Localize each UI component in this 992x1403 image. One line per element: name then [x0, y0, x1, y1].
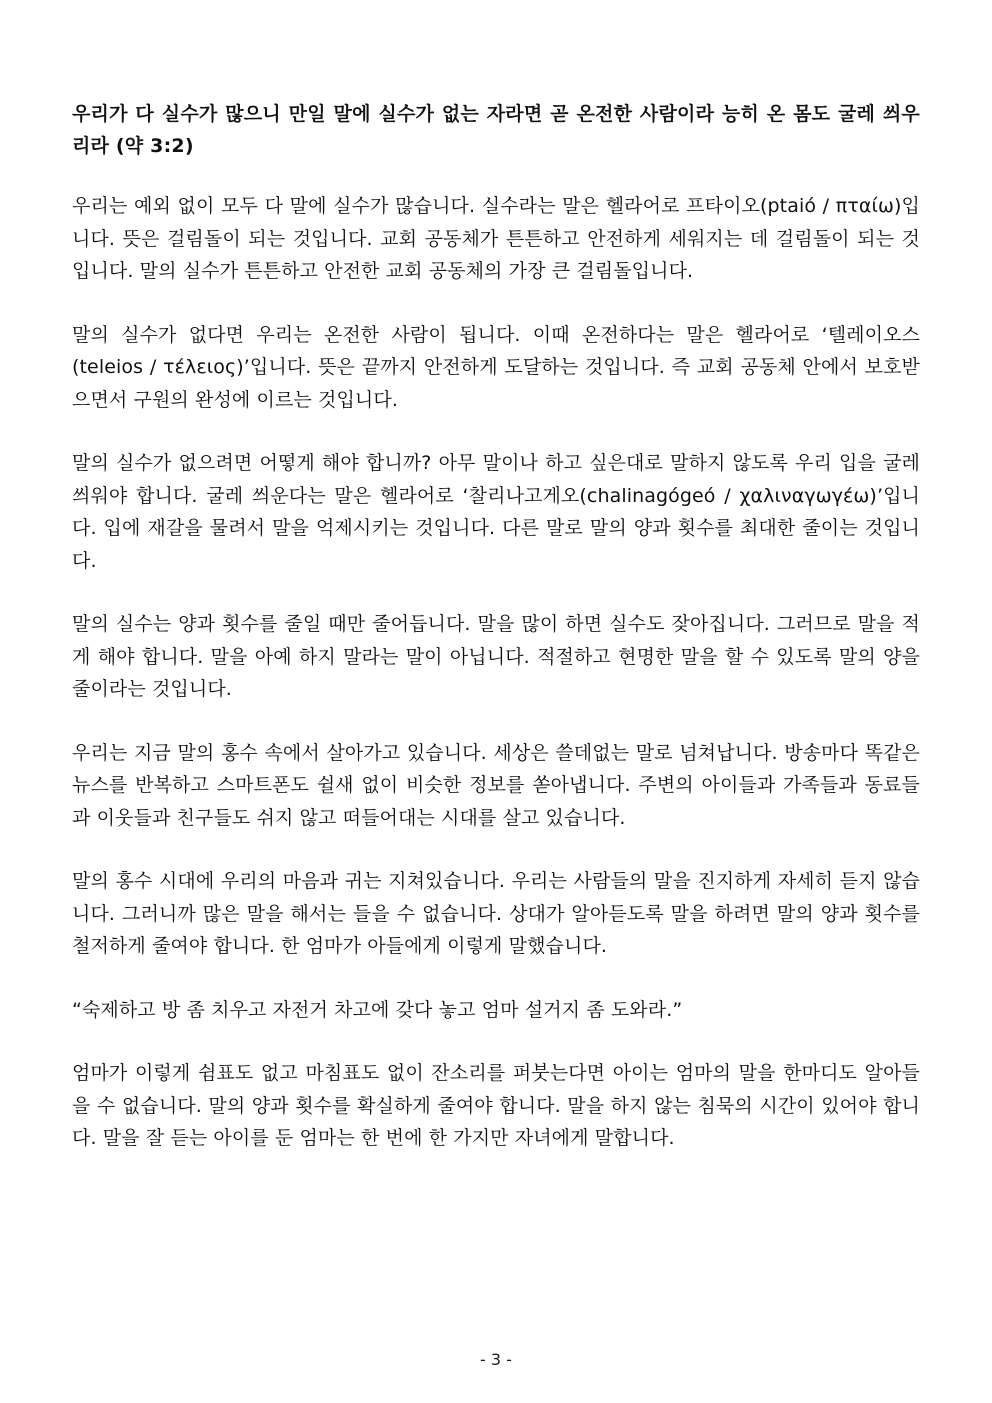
paragraph-8: 엄마가 이렇게 쉼표도 없고 마침표도 없이 잔소리를 퍼붓는다면 아이는 엄마의 말을 한마디도 알아들을 수 없습니다. 말의 양과 횟수를 확실하게 줄여야 합니다. 말을 하지 않는 침묵의 시간이 있어야 합니다. 말을 잘 듣는 아이를 둔 엄마는 한 번에 한 가지만 자녀에게 말합니다.	[72, 1062, 920, 1149]
paragraph-3: 말의 실수가 없으려면 어떻게 해야 합니까? 아무 말이나 하고 싶은대로 말하지 않도록 우리 입을 굴레 씌워야 합니다. 굴레 씌운다는 말은 헬라어로 ‘찰리나고게오(chalinagógeó / χαλιναγωγέω)’입니다. 입에 재갈을 물려서 말을 억제시키는 것입니다. 다른 말로 말의 양과 횟수를 최대한 줄이는 것입니다.	[72, 452, 920, 572]
paragraph-1: 우리는 예외 없이 모두 다 말에 실수가 많습니다. 실수라는 말은 헬라어로 프타이오(ptaió / πταίω)입니다. 뜻은 걸림돌이 되는 것입니다. 교회 공동체가 튼튼하고 안전하게 세워지는 데 걸림돌이 되는 것입니다. 말의 실수가 튼튼하고 안전한 교회 공동체의 가장 큰 걸림돌입니다.	[72, 195, 920, 282]
scripture-verse: 우리가 다 실수가 많으니 만일 말에 실수가 없는 자라면 곧 온전한 사람이라 능히 온 몸도 굴레 씌우리라 (약 3:2)	[72, 103, 920, 157]
quote-paragraph: “숙제하고 방 좀 치우고 자전거 차고에 갖다 놓고 엄마 설거지 좀 도와라.”	[72, 998, 683, 1021]
paragraph-2: 말의 실수가 없다면 우리는 온전한 사람이 됩니다. 이때 온전하다는 말은 헬라어로 ‘텔레이오스(teleios / τέλειος)’입니다. 뜻은 끝까지 안전하게 도달하는 것입니다. 즉 교회 공동체 안에서 보호받으면서 구원의 완성에 이르는 것입니다.	[72, 323, 920, 411]
paragraph-6: 말의 홍수 시대에 우리의 마음과 귀는 지쳐있습니다. 우리는 사람들의 말을 진지하게 자세히 듣지 않습니다. 그러니까 많은 말을 해서는 들을 수 없습니다. 상대가 알아듣도록 말을 하려면 말의 양과 횟수를 철저하게 줄여야 합니다. 한 엄마가 아들에게 이렇게 말했습니다.	[72, 870, 920, 957]
document-body	[72, 98, 920, 1186]
paragraph-5: 우리는 지금 말의 홍수 속에서 살아가고 있습니다. 세상은 쓸데없는 말로 넘쳐납니다. 방송마다 똑같은 뉴스를 반복하고 스마트폰도 쉴새 없이 비슷한 정보를 쏟아냅니다. 주변의 아이들과 가족들과 동료들과 이웃들과 친구들도 쉬지 않고 떠들어대는 시대를 살고 있습니다.	[72, 741, 920, 829]
page-number: - 3 -	[480, 1350, 512, 1369]
paragraph-4: 말의 실수는 양과 횟수를 줄일 때만 줄어듭니다. 말을 많이 하면 실수도 잦아집니다. 그러므로 말을 적게 해야 합니다. 말을 아예 하지 말라는 말이 아닙니다. 적절하고 현명한 말을 할 수 있도록 말의 양을 줄이라는 것입니다.	[72, 613, 920, 700]
